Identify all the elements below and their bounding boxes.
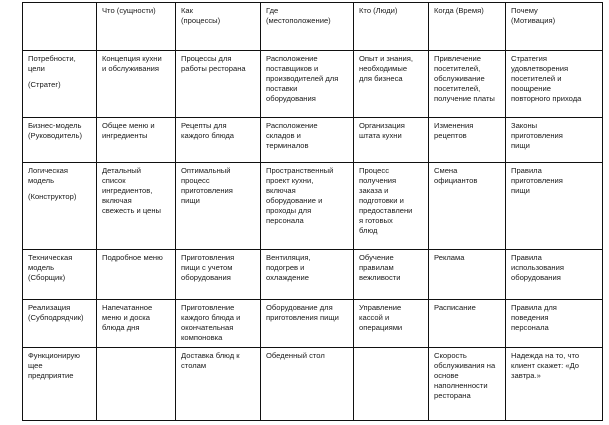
cell-text-line: ингредиенты	[102, 131, 148, 140]
table-row-subcontractor	[23, 300, 603, 348]
header-where-cell	[261, 3, 354, 51]
cell-text-line: блюда дня	[102, 323, 140, 332]
cell-text-line: компоновка	[181, 333, 223, 342]
what-cell	[97, 118, 176, 163]
row-label-cell	[23, 348, 97, 421]
cell-text-line: посетителей,	[434, 64, 481, 73]
cell-text-line: Организация	[359, 121, 405, 130]
cell-text-line: для бизнеса	[359, 74, 403, 83]
cell-text-line: Управление	[359, 303, 402, 312]
cell-text-line: приготовления	[181, 186, 233, 195]
cell-text-line: получение платы	[434, 94, 495, 103]
cell-text-line: вежливости	[359, 273, 401, 282]
cell-text-line: предоставлени	[359, 206, 413, 215]
cell-text-line: Скорость	[434, 351, 467, 360]
who-cell	[354, 163, 429, 250]
cell-text-line: щее	[28, 361, 43, 370]
header-what-cell	[97, 3, 176, 51]
table-row-builder	[23, 250, 603, 300]
cell-text-line: включая	[266, 186, 296, 195]
where-cell	[261, 250, 354, 300]
cell-text-line: пищи	[511, 141, 530, 150]
who-cell	[354, 118, 429, 163]
cell-text-line: Логическая	[28, 166, 69, 175]
cell-text-line: Доставка блюд к	[181, 351, 240, 360]
cell-text-line: Процессы для	[181, 54, 232, 63]
cell-text-line: (Субподрядчик)	[28, 313, 84, 322]
cell-text-line: наполненности	[434, 381, 488, 390]
who-cell	[354, 51, 429, 118]
header-why-cell	[506, 3, 603, 51]
cell-text-line: Обеденный стол	[266, 351, 325, 360]
cell-text-line: (Стратег)	[28, 80, 61, 89]
cell-text-line: необходимые	[359, 64, 408, 73]
cell-text-line: приготовления	[511, 176, 563, 185]
header-when-cell	[429, 3, 506, 51]
cell-text-line: Напечатанное	[102, 303, 153, 312]
cell-text-line: правилам	[359, 263, 394, 272]
cell-text-line: подготовки и	[359, 196, 404, 205]
how-cell	[176, 163, 261, 250]
what-cell	[97, 300, 176, 348]
who-cell	[354, 348, 429, 421]
row-label-cell	[23, 163, 97, 250]
header-how-cell	[176, 3, 261, 51]
header-corner-cell	[23, 3, 97, 51]
cell-text-line: завтра.»	[511, 371, 541, 380]
table-row-strategist	[23, 51, 603, 118]
cell-text-line: использования	[511, 263, 564, 272]
why-cell	[506, 163, 603, 250]
where-cell	[261, 118, 354, 163]
cell-text-line: обслуживания на	[434, 361, 496, 370]
cell-text-line: меню и доска	[102, 313, 150, 322]
row-label-cell	[23, 300, 97, 348]
cell-text-line: Оптимальный	[181, 166, 231, 175]
cell-text-line: Расписание	[434, 303, 476, 312]
cell-text-line: Приготовление	[181, 303, 235, 312]
cell-text-line: официантов	[434, 176, 478, 185]
cell-text-line: каждого блюда и	[181, 313, 241, 322]
cell-text-line: (Конструктор)	[28, 192, 77, 201]
cell-text-line: охлаждение	[266, 273, 309, 282]
table-row-designer	[23, 163, 603, 250]
where-cell	[261, 348, 354, 421]
cell-text-line: приготовления пищи	[266, 313, 339, 322]
cell-text-line: Привлечение	[434, 54, 482, 63]
cell-text-line: клиент скажет: «До	[511, 361, 580, 370]
when-cell	[429, 118, 506, 163]
cell-text-line: Кто (Люди)	[359, 6, 398, 15]
cell-text-line: подогрев и	[266, 263, 305, 272]
cell-text-line: оборудования	[266, 94, 316, 103]
cell-text-line: штата кухни	[359, 131, 402, 140]
cell-text-line: Пространственный	[266, 166, 334, 175]
cell-text-line: операциями	[359, 323, 403, 332]
when-cell	[429, 300, 506, 348]
cell-text-line: Правила	[511, 166, 542, 175]
cell-text-line: обслуживание	[434, 74, 485, 83]
table-row-enterprise	[23, 348, 603, 421]
cell-text-line: повторного прихода	[511, 94, 582, 103]
cell-text-line: производителей для	[266, 74, 339, 83]
what-cell	[97, 163, 176, 250]
cell-text-line: Расположение	[266, 121, 318, 130]
cell-text-line: Когда (Время)	[434, 6, 484, 15]
cell-text-line: предприятие	[28, 371, 74, 380]
cell-text-line: и обслуживания	[102, 64, 159, 73]
cell-text-line: Почему	[511, 6, 538, 15]
cell-text-line: Надежда на то, что	[511, 351, 580, 360]
cell-text-line: Стратегия	[511, 54, 547, 63]
cell-text-line: Расположение	[266, 54, 318, 63]
cell-text-line: пищи с учетом	[181, 263, 233, 272]
cell-text-line: ресторана	[434, 391, 471, 400]
who-cell	[354, 250, 429, 300]
cell-text-line: приготовления	[511, 131, 563, 140]
when-cell	[429, 51, 506, 118]
cell-text-line: пищи	[511, 186, 530, 195]
why-cell	[506, 250, 603, 300]
cell-text-line: Функционирую	[28, 351, 80, 360]
zachman-framework-table	[22, 2, 603, 421]
cell-text-line: Изменения	[434, 121, 474, 130]
how-cell	[176, 250, 261, 300]
cell-text-line: Обучение	[359, 253, 394, 262]
cell-text-line: Правила	[511, 253, 542, 262]
where-cell	[261, 51, 354, 118]
cell-text-line: кассой и	[359, 313, 390, 322]
cell-text-line: я готовых	[359, 216, 393, 225]
cell-text-line: Реклама	[434, 253, 465, 262]
why-cell	[506, 118, 603, 163]
cell-text-line: список	[102, 176, 126, 185]
where-cell	[261, 163, 354, 250]
cell-text-line: терминалов	[266, 141, 309, 150]
how-cell	[176, 348, 261, 421]
cell-text-line: Опыт и знания,	[359, 54, 413, 63]
where-cell	[261, 300, 354, 348]
cell-text-line: проект кухни,	[266, 176, 314, 185]
cell-text-line: (Сборщик)	[28, 273, 66, 282]
cell-text-line: модель	[28, 176, 55, 185]
cell-text-line: окончательная	[181, 323, 234, 332]
table-row-manager	[23, 118, 603, 163]
header-who-cell	[354, 3, 429, 51]
cell-text-line: Реализация	[28, 303, 71, 312]
what-cell	[97, 51, 176, 118]
cell-text-line: проходы для	[266, 206, 312, 215]
cell-text-line: Приготовления	[181, 253, 235, 262]
who-cell	[354, 300, 429, 348]
cell-text-line: Как	[181, 6, 193, 15]
cell-text-line: Рецепты для	[181, 121, 227, 130]
row-label-cell	[23, 51, 97, 118]
cell-text-line: свежесть и цены	[102, 206, 162, 215]
cell-text-line: оборудования	[511, 273, 561, 282]
cell-text-line: рецептов	[434, 131, 467, 140]
header-row	[23, 3, 603, 51]
when-cell	[429, 163, 506, 250]
cell-text-line: Процесс	[359, 166, 389, 175]
how-cell	[176, 118, 261, 163]
cell-text-line: Законы	[511, 121, 538, 130]
cell-text-line: включая	[102, 196, 132, 205]
cell-text-line: Где	[266, 6, 279, 15]
what-cell	[97, 348, 176, 421]
cell-text-line: Бизнес-модель	[28, 121, 82, 130]
cell-text-line: Смена	[434, 166, 458, 175]
cell-text-line: пищи	[181, 196, 200, 205]
cell-text-line: получения	[359, 176, 397, 185]
cell-text-line: поставщиков и	[266, 64, 319, 73]
cell-text-line: заказа и	[359, 186, 389, 195]
why-cell	[506, 300, 603, 348]
cell-text-line: Подробное меню	[102, 253, 163, 262]
how-cell	[176, 300, 261, 348]
when-cell	[429, 250, 506, 300]
cell-text-line: блюд	[359, 226, 378, 235]
cell-text-line: Детальный	[102, 166, 142, 175]
cell-text-line: посетителей и	[511, 74, 562, 83]
cell-text-line: Правила для	[511, 303, 557, 312]
what-cell	[97, 250, 176, 300]
cell-text-line: персонала	[266, 216, 304, 225]
cell-text-line: Потребности,	[28, 54, 76, 63]
cell-text-line: посетителей,	[434, 84, 481, 93]
cell-text-line: цели	[28, 64, 45, 73]
cell-text-line: (Руководитель)	[28, 131, 82, 140]
cell-text-line: Что (сущности)	[102, 6, 156, 15]
cell-text-line: каждого блюда	[181, 131, 235, 140]
cell-text-line: оборудование и	[266, 196, 323, 205]
cell-text-line: (местоположение)	[266, 16, 331, 25]
cell-text-line: поставки	[266, 84, 298, 93]
cell-text-line: Общее меню и	[102, 121, 155, 130]
cell-text-line: модель	[28, 263, 55, 272]
cell-text-line: оборудования	[181, 273, 231, 282]
when-cell	[429, 348, 506, 421]
cell-text-line: работы ресторана	[181, 64, 246, 73]
cell-text-line: персонала	[511, 323, 549, 332]
row-label-cell	[23, 250, 97, 300]
cell-text-line: ингредиентов,	[102, 186, 153, 195]
cell-text-line: Концепция кухни	[102, 54, 162, 63]
cell-text-line: поведения	[511, 313, 549, 322]
cell-text-line: (Мотивация)	[511, 16, 556, 25]
row-label-cell	[23, 118, 97, 163]
cell-text-line: столам	[181, 361, 207, 370]
how-cell	[176, 51, 261, 118]
why-cell	[506, 51, 603, 118]
cell-text-line: (процессы)	[181, 16, 221, 25]
cell-text-line: основе	[434, 371, 459, 380]
why-cell	[506, 348, 603, 421]
cell-text-line: Оборудование для	[266, 303, 333, 312]
cell-text-line: процесс	[181, 176, 210, 185]
cell-text-line: удовлетворения	[511, 64, 569, 73]
cell-text-line: Техническая	[28, 253, 73, 262]
cell-text-line: поощрение	[511, 84, 551, 93]
cell-text-line: складов и	[266, 131, 301, 140]
cell-text-line: Вентиляция,	[266, 253, 311, 262]
